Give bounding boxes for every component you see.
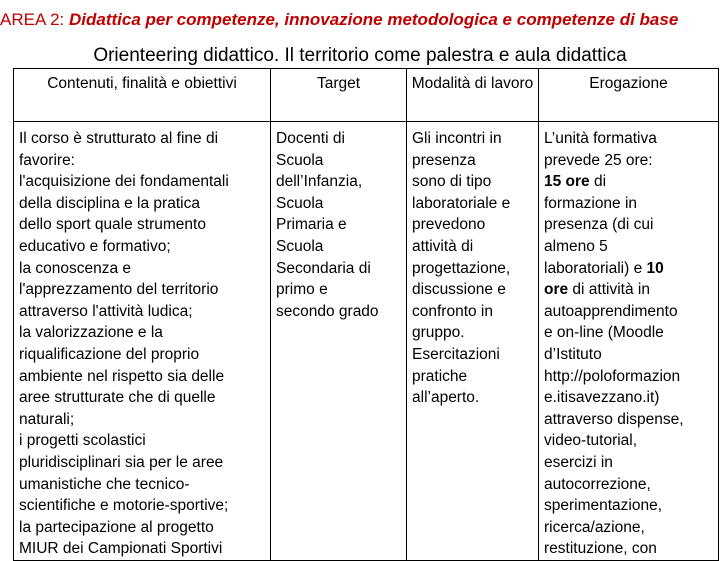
- text-fragment: di: [589, 173, 607, 191]
- cell-contenuti: [14, 122, 271, 561]
- area-title: [0, 10, 678, 30]
- text-line: esercizi in: [544, 453, 613, 471]
- text-line: la partecipazione al progetto: [19, 518, 214, 536]
- area-text: Didattica per competenze, innovazione metodologica e competenze di base: [68, 10, 679, 29]
- text-line: Secondaria di: [276, 259, 371, 277]
- text-line: http://poloformazion: [544, 367, 681, 385]
- text-line: almeno 5: [544, 237, 608, 255]
- text-line: laboratoriale e: [412, 194, 511, 212]
- text-line: presenza: [412, 151, 476, 169]
- text-fragment: di attività in: [568, 281, 650, 299]
- text-line: Docenti di: [276, 130, 345, 147]
- text-line: d’Istituto: [544, 345, 602, 363]
- text-line: ricerca/azione,: [544, 518, 645, 536]
- table-row: [14, 122, 719, 561]
- cell-modalita: [407, 122, 539, 561]
- text-line: progettazione,: [412, 259, 511, 277]
- text-line: aree strutturate che di quelle: [19, 389, 216, 407]
- text-line: [544, 258, 715, 280]
- column-header-contenuti: Contenuti, finalità e obiettivi: [14, 69, 271, 122]
- text-line: sperimentazione,: [544, 497, 663, 515]
- course-title: Orienteering didattico. Il territorio come palestra e aula didattica: [93, 45, 627, 66]
- text-line: confronto in: [412, 302, 493, 320]
- cell-erogazione: [539, 122, 719, 561]
- text-line: favorire:: [19, 151, 75, 169]
- column-header-modalita: Modalità di lavoro: [407, 69, 539, 122]
- text-line: Il corso è strutturato al fine di: [19, 130, 219, 147]
- text-line: all’aperto.: [412, 389, 480, 407]
- course-table: [13, 68, 719, 561]
- text-line: pratiche: [412, 367, 468, 385]
- cell-target: [271, 122, 407, 561]
- text-line: e.itisavezzano.it): [544, 389, 660, 407]
- text-line: presenza (di cui: [544, 216, 654, 234]
- text-fragment: laboratoriali) e: [544, 259, 647, 277]
- text-line: autoapprendimento: [544, 302, 678, 320]
- area-label: AREA 2:: [0, 10, 69, 29]
- text-line: umanistiche che tecnico-: [19, 475, 190, 493]
- column-header-target: Target: [271, 69, 407, 122]
- text-line: L’unità formativa: [544, 130, 657, 147]
- text-line: ambiente nel rispetto sia delle: [19, 367, 225, 385]
- text-line: prevede 25 ore:: [544, 151, 653, 169]
- text-line: prevedono: [412, 216, 486, 234]
- text-line: naturali;: [19, 410, 75, 428]
- text-line: dell’Infanzia,: [276, 173, 363, 191]
- text-line: Gli incontri in: [412, 130, 502, 147]
- text-line: sono di tipo: [412, 173, 492, 191]
- text-line: [544, 171, 715, 193]
- text-line: primo e: [276, 281, 328, 299]
- text-line: formazione in: [544, 194, 638, 212]
- text-line: discussione e: [412, 281, 506, 299]
- text-line: attività di: [412, 237, 474, 255]
- text-line: Scuola: [276, 194, 324, 212]
- text-line: riqualificazione del proprio: [19, 345, 200, 363]
- text-line: attraverso l'attività ludica;: [19, 302, 193, 320]
- text-line: attraverso dispense,: [544, 410, 684, 428]
- text-line: [544, 279, 715, 301]
- text-line: gruppo.: [412, 324, 465, 342]
- bold-ore: ore: [544, 281, 569, 299]
- text-line: video-tutorial,: [544, 432, 638, 450]
- text-line: i progetti scolastici: [19, 432, 146, 450]
- text-line: autocorrezione,: [544, 475, 651, 493]
- column-header-erogazione: Erogazione: [539, 69, 719, 122]
- text-line: la conoscenza e: [19, 259, 132, 277]
- text-line: e on-line (Moodle: [544, 324, 664, 342]
- text-line: Esercitazioni: [412, 345, 500, 363]
- text-line: Scuola: [276, 151, 324, 169]
- text-line: l'acquisizione dei fondamentali: [19, 173, 229, 191]
- text-line: pluridisciplinari sia per le aree: [19, 453, 224, 471]
- table-header-row: [14, 69, 719, 122]
- text-line: dello sport quale strumento: [19, 216, 206, 234]
- text-line: l'apprezzamento del territorio: [19, 281, 219, 299]
- text-line: Primaria e: [276, 216, 347, 234]
- text-line: la valorizzazione e la: [19, 324, 163, 342]
- text-line: Scuola: [276, 237, 324, 255]
- text-line: della disciplina e la pratica: [19, 194, 200, 212]
- text-line: secondo grado: [276, 302, 379, 320]
- text-line: scientifiche e motorie-sportive;: [19, 497, 229, 515]
- text-line: educativo e formativo;: [19, 237, 171, 255]
- bold-hours-online: 10: [646, 259, 664, 277]
- text-line: restituzione, con: [544, 540, 657, 558]
- text-line: MIUR dei Campionati Sportivi: [19, 540, 223, 558]
- bold-hours-presenza: 15 ore: [544, 173, 590, 191]
